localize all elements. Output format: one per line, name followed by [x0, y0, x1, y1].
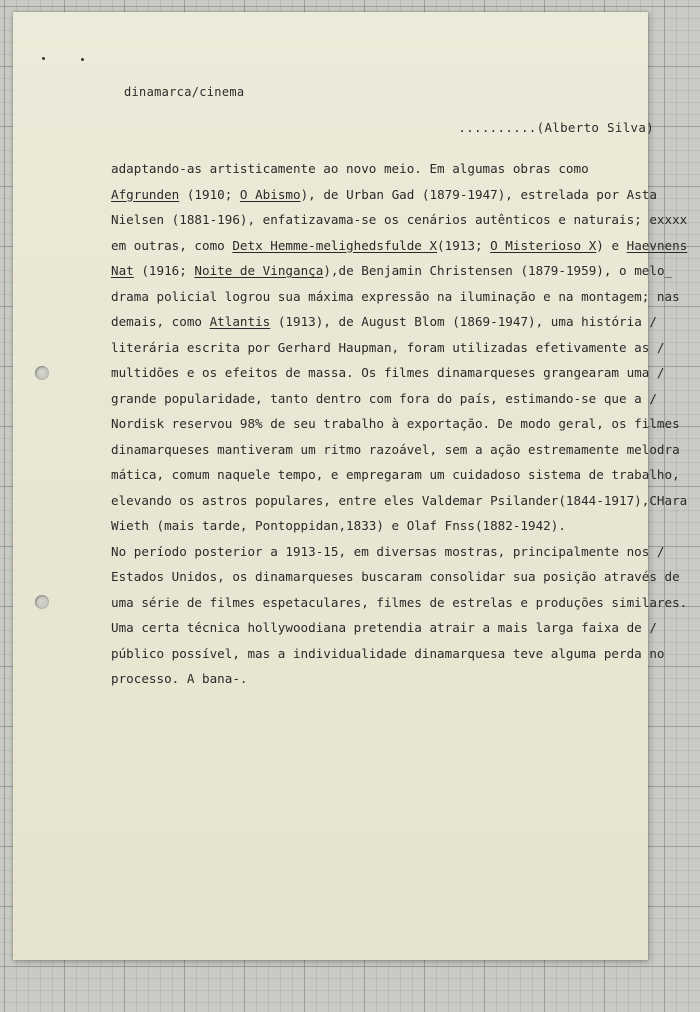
text-segment: multidões e os efeitos de massa. Os filmes dinamarqueses grangearam uma / [111, 365, 665, 380]
text-segment: adaptando-as artisticamente ao novo meio. Em algumas obras como [111, 161, 589, 176]
ink-dot [42, 57, 45, 60]
text-segment: Nordisk reservou 98% de seu trabalho à exportação. De modo geral, os filmes [111, 416, 680, 431]
text-line [111, 615, 657, 641]
text-line [111, 258, 673, 284]
underlined-title: Atlantis [209, 314, 271, 329]
ink-dot [81, 58, 84, 61]
text-segment: Wieth (mais tarde, Pontoppidan,1833) e Olaf Fnss(1882-1942). [111, 518, 566, 533]
text-segment: processo. A bana-. [111, 671, 248, 686]
text-segment: público possível, mas a individualidade dinamarquesa teve alguma perda no [111, 645, 665, 661]
text-segment: uma série de filmes espetaculares, filmes de estrelas e produções similares. [111, 594, 688, 610]
document-header: dinamarca/cinema [124, 85, 245, 99]
text-line [111, 386, 657, 412]
punch-hole [35, 366, 49, 380]
punch-hole [35, 595, 49, 609]
underlined-title: O Misterioso X [490, 237, 597, 253]
text-line [111, 233, 688, 259]
text-line [111, 360, 665, 386]
text-line [111, 539, 665, 565]
underlined-title: O Abismo [239, 186, 301, 202]
text-segment: (1916; [133, 263, 195, 278]
body-text [111, 156, 688, 692]
text-line [111, 462, 680, 488]
text-segment: Nielsen (1881-196), enfatizavama-se os cenários autênticos e naturais; exxxx [111, 212, 688, 227]
underlined-title: Noite de Vingança [194, 263, 324, 278]
text-segment: em outras, como [111, 237, 233, 253]
text-line [111, 182, 657, 208]
text-segment: (1910; [179, 186, 240, 202]
text-segment: demais, como [111, 314, 210, 329]
text-segment: grande popularidade, tanto dentro com fora do país, estimando-se que a / [111, 390, 657, 406]
text-line [111, 641, 665, 667]
text-line [111, 564, 680, 590]
text-segment: elevando os astros populares, entre eles Valdemar Psilander(1844-1917),CHara [111, 492, 688, 508]
underlined-title: Afgrunden [111, 186, 180, 202]
text-segment: No período posterior a 1913-15, em diversas mostras, principalmente nos / [111, 543, 665, 559]
text-line [111, 437, 680, 463]
text-segment: ) e [596, 237, 627, 253]
text-line [111, 411, 680, 437]
text-line [111, 666, 641, 692]
text-segment: dinamarqueses mantiveram um ritmo razoável, sem a ação estremamente melodra [111, 441, 680, 457]
text-line [111, 156, 641, 182]
text-segment: literária escrita por Gerhard Haupman, foram utilizadas efetivamente as / [111, 339, 665, 355]
text-segment: Estados Unidos, os dinamarqueses buscaram consolidar sua posição através de [111, 569, 680, 584]
text-segment: (1913), de August Blom (1869-1947), uma história / [270, 314, 657, 329]
text-segment: ),de Benjamin Christensen (1879-1959), o melo_ [323, 263, 673, 278]
underlined-title: Nat [111, 263, 134, 278]
text-segment: (1913; [437, 237, 491, 253]
text-segment: ), de Urban Gad (1879-1947), estrelada por Asta [300, 186, 657, 202]
text-line [111, 488, 688, 514]
underlined-title: Detx Hemme-melighedsfulde X [232, 237, 438, 253]
text-segment: drama policial logrou sua máxima expressão na iluminação e na montagem; nas [111, 288, 680, 304]
text-line [111, 284, 680, 310]
author-line: ..........(Alberto Silva) [458, 120, 654, 135]
text-line [111, 309, 657, 335]
text-line [111, 590, 688, 616]
text-line [111, 207, 688, 233]
text-line [111, 335, 665, 361]
underlined-title: Haevnens [626, 237, 688, 253]
text-segment: Uma certa técnica hollywoodiana pretendia atrair a mais larga faixa de / [111, 620, 657, 635]
text-line [111, 513, 641, 539]
text-segment: mática, comum naquele tempo, e empregaram um cuidadoso sistema de trabalho, [111, 467, 680, 482]
